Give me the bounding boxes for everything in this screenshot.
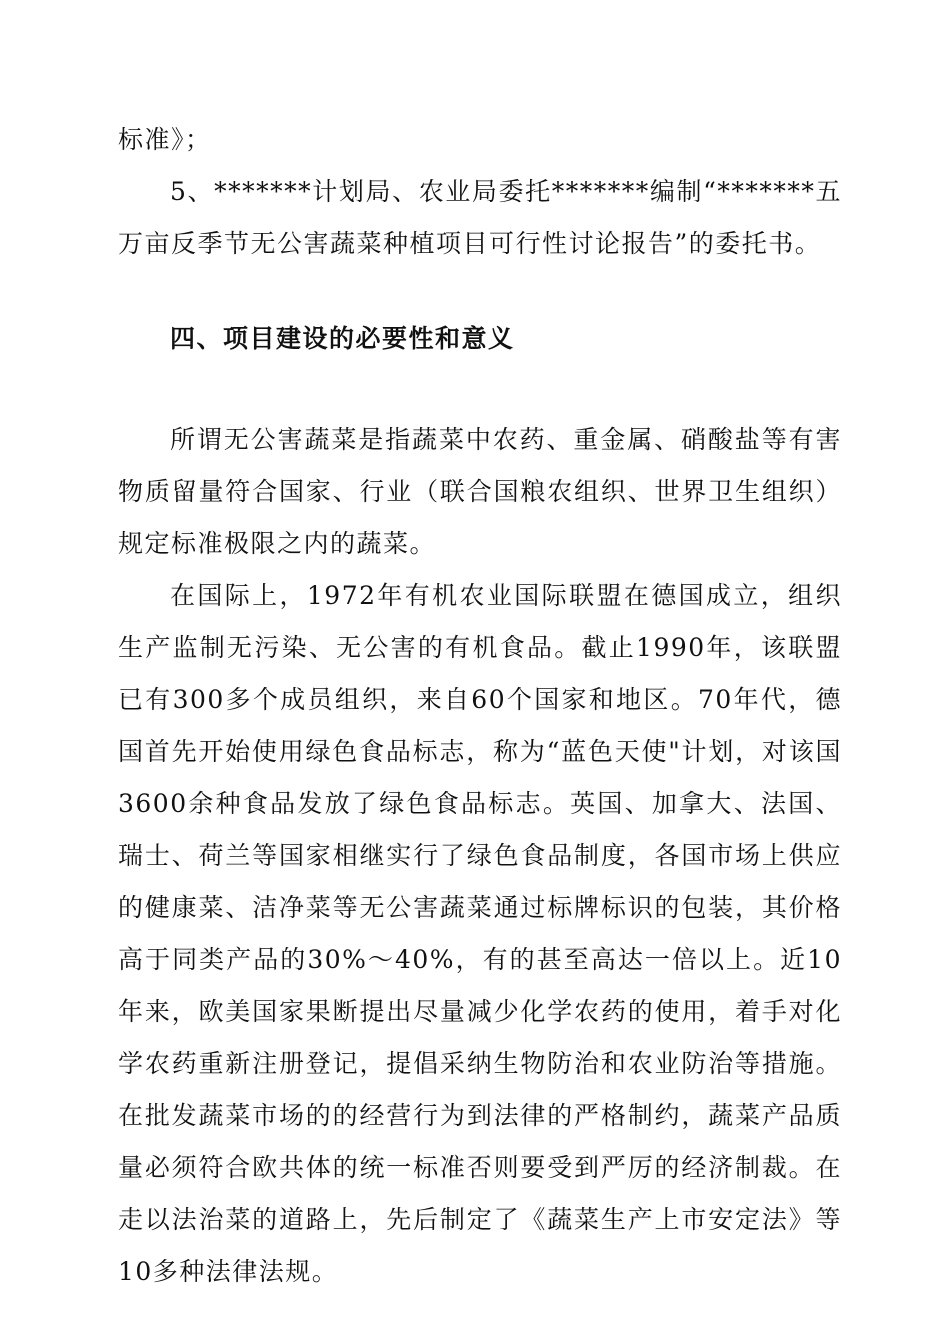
list-item-5: 5、*******计划局、农业局委托*******编制“*******五万亩反季节无公害蔬菜种植项目可行性讨论报告”的委托书。 bbox=[118, 177, 842, 258]
paragraph-definition: 所谓无公害蔬菜是指蔬菜中农药、重金属、硝酸盐等有害物质留量符合国家、行业（联合国粮农组织、世界卫生组织）规定标准极限之内的蔬菜。 bbox=[118, 425, 842, 558]
section-heading: 四、项目建设的必要性和意义 bbox=[170, 324, 515, 353]
continuation-line: 标准》； bbox=[118, 125, 212, 154]
paragraph-international: 在国际上，1972年有机农业国际联盟在德国成立，组织生产监制无污染、无公害的有机食品。截止1990年，该联盟已有300多个成员组织，来自60个国家和地区。70年代，德国首先开始使用绿色食品标志，称为“蓝色天使"计划，对该国3600余种食品发放了绿色食品标志。英国、加拿大、法国、瑞士、荷兰等国家相继实行了绿色食品制度，各国市场上供应的健康菜、洁净菜等无公害蔬菜通过标牌标识的包装，其价格高于同类产品的30%～40%，有的甚至高达一倍以上。近10年来，欧美国家果断提出尽量减少化学农药的使用，着手对化学农药重新注册登记，提倡采纳生物防治和农业防治等措施。在批发蔬菜市场的的经营行为到法律的严格制约，蔬菜产品质量必须符合欧共体的统一标准否则要受到严厉的经济制裁。在走以法治菜的道路上，先后制定了《蔬菜生产上市安定法》等10多种法律法规。 bbox=[118, 581, 842, 1286]
